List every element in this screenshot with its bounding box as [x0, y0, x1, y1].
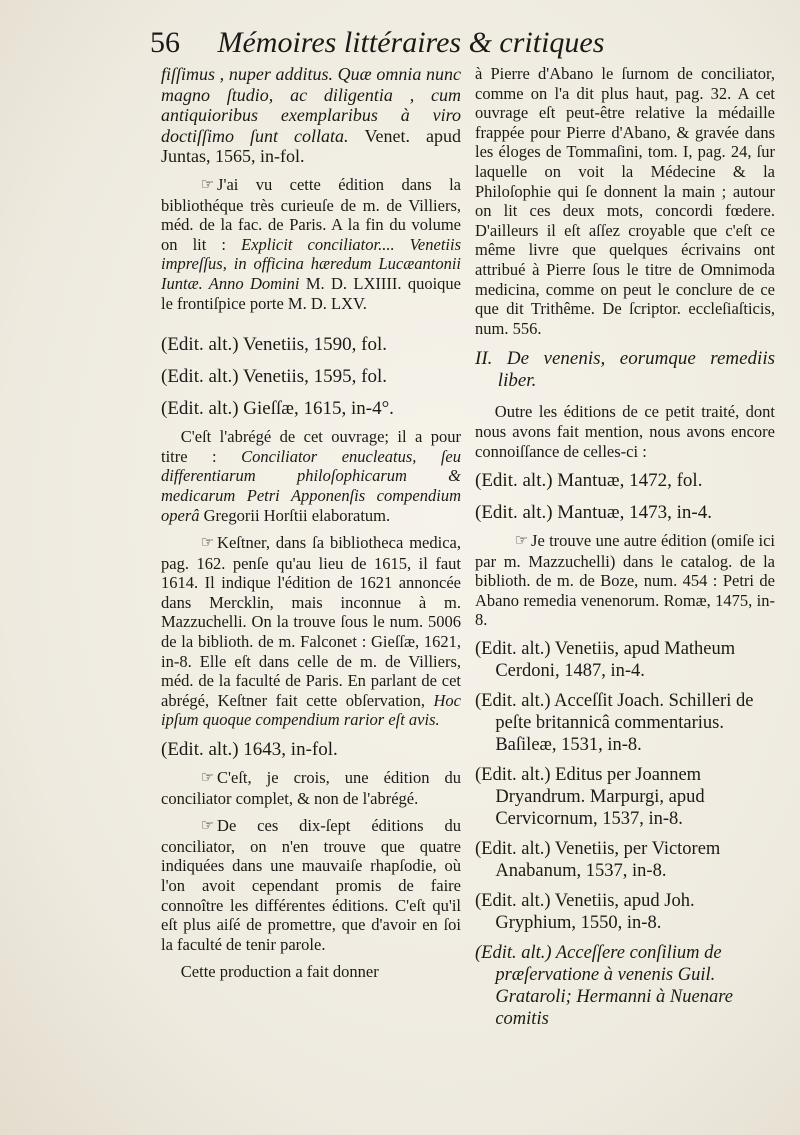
left-note-1-tail: M. D. LXIIII. quoique le frontiſpice porte M. D. LXV.: [161, 273, 461, 313]
left-p1-latin: fiſſimus , nuper additus. Quæ omnia nunc magno ſtudio, ac diligentia , cum antiquioribus exemplaribus à viro doctiſſimo ſunt collata.: [161, 64, 461, 146]
left-column: [161, 64, 461, 990]
left-edition-4: (Edit. alt.) 1643, in-fol.: [161, 739, 338, 761]
left-note-1-latin: Explicit conciliator.... Venetiis impreſſus, in officina hæredum Lucæantonii Iuntæ. Anno Domini: [161, 234, 461, 293]
left-p2-latin: Conciliator enucleatus, ſeu differentiarum philoſophicarum & medicarum Petri Apponenſis compendium operâ: [161, 446, 462, 525]
right-edition-4: (Edit. alt.) Acceſſit Joach. Schilleri de peſte britannicâ commentarius. Baſileæ, 1531, in-8.: [475, 691, 754, 756]
right-edition-6: (Edit. alt.) Venetiis, per Victorem Anabanum, 1537, in-8.: [475, 839, 721, 882]
left-p1-tail: Venet. apud Juntas, 1565, in-fol.: [161, 125, 461, 167]
right-paragraph-1: à Pierre d'Abano le ſurnom de conciliator, comme on l'a dit plus haut, pag. 32. A cet ouvrage eſt peut-être relative la médaille frappée pour Pierre d'Abano, & gravée dans les éloges de Tommaſini, tom. I, pag. 24, ſur laquelle on voit la Médecine & la Philoſophie qui ſe donnent la main ; autour on lit ces deux mots, concordi fœdere. D'ailleurs il eſt aſſez croyable que c'eſt ce même livre que quelques écrivains ont attribué à Pierre ſous le titre de Omnimoda medicina, comme on peut le conclure de ce que dit Trithême. De ſcriptor. eccleſiaſticis, num. 556.: [475, 64, 775, 338]
right-note-1: [475, 531, 775, 630]
pointing-hand-icon: ☞: [514, 533, 528, 550]
right-note-1-text: Je trouve une autre édition (omiſe ici par m. Mazzuchelli) dans le catalog. de la biblioth. de m. de Boze, num. 454 : Petri de Abano remedia venenorum. Romæ, 1475, in-8.: [475, 531, 775, 630]
left-note-3: [161, 768, 461, 808]
left-paragraph-1: [161, 64, 461, 167]
left-note-2-latin: Hoc ipſum quoque compendium rarior eſt avis.: [161, 690, 462, 730]
section-heading-ii: II. De venenis, eorumque remediis liber.: [475, 348, 775, 392]
right-edition-7: (Edit. alt.) Venetiis, apud Joh. Gryphium, 1550, in-8.: [475, 891, 695, 934]
left-note-2: [161, 533, 461, 730]
left-p2-tail: Gregorii Horſtii elaboratum.: [203, 505, 391, 525]
right-edition-8: (Edit. alt.) Acceſſere conſilium de præſervatione à venenis Guil. Grataroli; Hermanni à Nuenare comitis: [475, 943, 733, 1030]
pointing-hand-icon: ☞: [200, 535, 214, 552]
left-paragraph-3: Cette production a fait donner: [180, 962, 379, 982]
left-edition-2: (Edit. alt.) Venetiis, 1595, fol.: [161, 366, 388, 388]
left-edition-3: (Edit. alt.) Gieſſæ, 1615, in-4°.: [161, 398, 394, 420]
left-note-2-text: Keſtner, dans ſa bibliotheca medica, pag. 162. penſe qu'au lieu de 1615, il faut 1614. Il indique l'édition de 1621 annoncée dans Mercklin, mais inconnue à m. Mazzuchelli. On la trouve ſous le num. 5006 de la biblioth. de m. Falconet : Gieſſæ, 1621, in-8. Elle eſt dans celle de m. de Villiers, méd. de la faculté de Paris. En parlant de cet abrégé, Keſtner fait cette obſervation,: [161, 533, 461, 710]
left-edition-1: (Edit. alt.) Venetiis, 1590, fol.: [161, 334, 388, 356]
left-p2-text: C'eſt l'abrégé de cet ouvrage; il a pour titre :: [161, 427, 461, 466]
right-column: [475, 64, 775, 1036]
running-title: Mémoires littéraires & critiques: [217, 26, 605, 59]
left-note-4: [161, 816, 461, 954]
left-note-4-text: De ces dix-ſept éditions du conciliator, on n'en trouve que quatre indiquées dans une mauvaiſe rhapſodie, où l'on avoit cependant promis de faire connoître les différentes éditions. C'eſt qu'il eſt plus aiſé de promettre, que d'avoir en ſoi la faculté de tenir parole.: [161, 816, 461, 954]
right-paragraph-2: Outre les éditions de ce petit traité, dont nous avons fait mention, nous avons encore connoiſſance de celles-ci :: [475, 402, 775, 461]
right-edition-5: (Edit. alt.) Editus per Joannem Dryandrum. Marpurgi, apud Cervicornum, 1537, in-8.: [475, 765, 705, 830]
right-edition-2: (Edit. alt.) Mantuæ, 1473, in-4.: [475, 502, 712, 524]
page-number: 56: [150, 26, 180, 59]
right-edition-3: (Edit. alt.) Venetiis, apud Matheum Cerdoni, 1487, in-4.: [475, 639, 736, 682]
left-note-3-text: C'eſt, je crois, une édition du conciliator complet, & non de l'abrégé.: [161, 768, 461, 808]
right-edition-1: (Edit. alt.) Mantuæ, 1472, fol.: [475, 470, 703, 492]
pointing-hand-icon: ☞: [200, 818, 214, 835]
left-paragraph-2: [161, 427, 461, 525]
left-note-1-text: J'ai vu cette édition dans la bibliothéque très curieuſe de m. de Villiers, méd. de la fac. de Paris. A la fin du volume on lit :: [161, 174, 461, 254]
left-note-1: [161, 175, 461, 313]
pointing-hand-icon: ☞: [200, 176, 214, 193]
running-head: [150, 26, 670, 66]
pointing-hand-icon: ☞: [200, 770, 214, 787]
